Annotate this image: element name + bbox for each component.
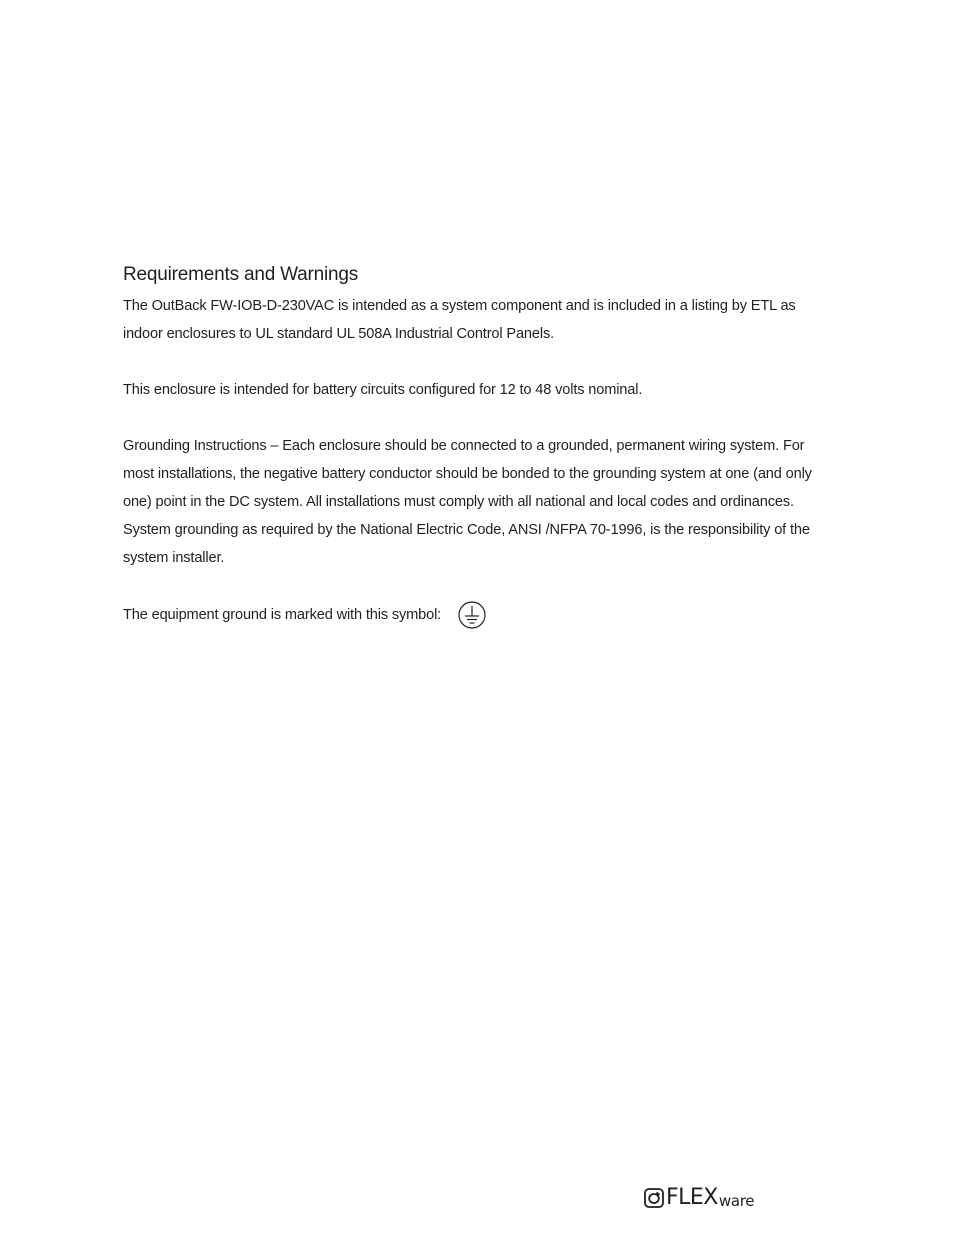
protective-earth-icon	[457, 600, 487, 630]
paragraph-listing: The OutBack FW-IOB-D-230VAC is intended as a system component and is included in a listing by ETL as indoor enclosures to UL standard UL 508A Industrial Control Panels.	[123, 298, 796, 342]
section-heading: Requirements and Warnings	[123, 264, 359, 285]
paragraph-grounding: Grounding Instructions – Each enclosure should be connected to a grounded, permanent wiring system. For most installations, the negative battery conductor should be bonded to the grounding system at one (and only one) point in the DC system. All installations must comply with all national and local codes and ordinances. System grounding as required by the National Electric Code, ANSI /NFPA 70-1996, is the responsibility of the system installer.	[123, 438, 812, 566]
logo-text-ware: ware	[718, 1192, 755, 1210]
outback-logo-icon	[644, 1188, 664, 1208]
paragraph-voltage: This enclosure is intended for battery circuits configured for 12 to 48 volts nominal.	[123, 382, 643, 398]
ground-symbol-line	[123, 600, 823, 630]
flexware-logo	[644, 1183, 754, 1209]
ground-symbol-text: The equipment ground is marked with this symbol:	[123, 607, 442, 623]
logo-text-flex: FLEX	[666, 1185, 718, 1210]
document-body	[123, 262, 823, 630]
